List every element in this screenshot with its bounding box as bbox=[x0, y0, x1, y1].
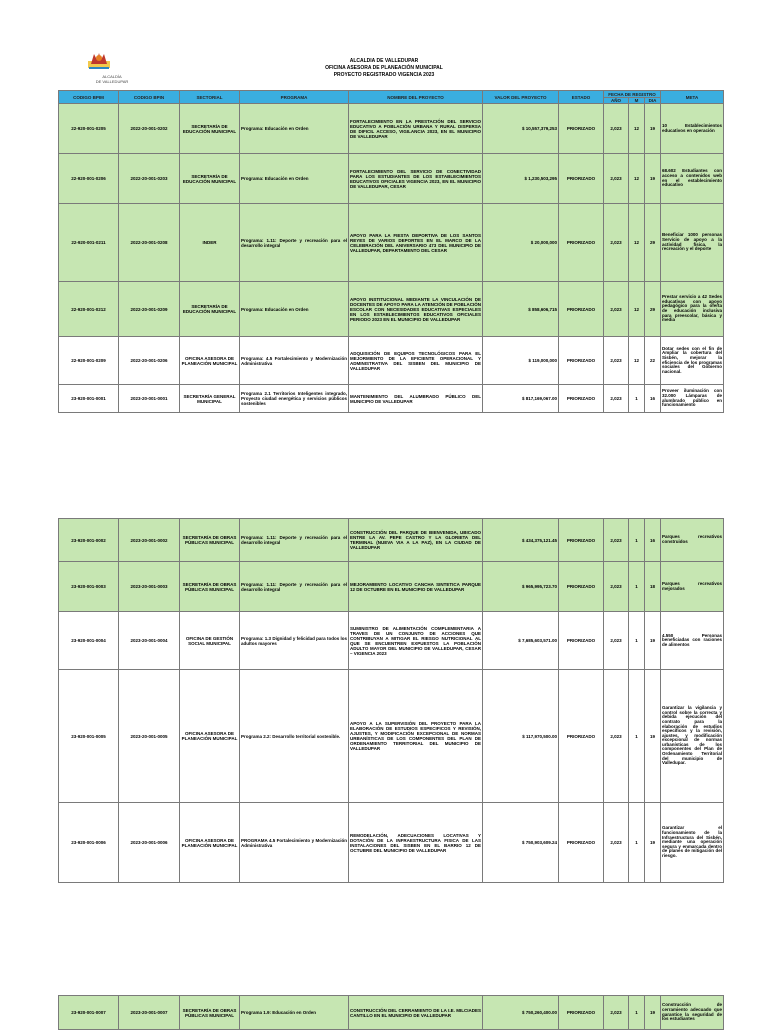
cell-bpim: 22-920-001-0205 bbox=[59, 104, 119, 154]
project-table-1 bbox=[58, 90, 724, 413]
cell-bpin: 2023-20-001-0003 bbox=[119, 562, 180, 612]
column-header-ano: AÑO bbox=[604, 98, 629, 104]
cell-estado: PRIORIZADO bbox=[559, 519, 604, 562]
cell-nombre: CONSTRUCCIÓN DEL PARQUE DE BIENVENIDA, UBICADO ENTRE LA AV. PEPE CASTRO Y LA GLORIETA DEL TERMINAL (NUEVA VIA A LA PAZ), EN LA CIUDAD DE VALLEDUPAR bbox=[349, 519, 483, 562]
cell-ano: 2,023 bbox=[604, 337, 629, 385]
cell-bpim: 22-920-001-0206 bbox=[59, 154, 119, 204]
cell-estado: PRIORIZADO bbox=[559, 996, 604, 1030]
cell-sectorial: INDER bbox=[180, 204, 240, 282]
cell-nombre: APOYO INSTITUCIONAL MEDIANTE LA VINCULACIÓN DE DOCENTES DE APOYO PARA LA ATENCIÓN DE POBLACIÓN ESCOLAR CON NECESIDADES EDUCATIVAS ESPECIALES EN LOS ESTABLECIMIENTOS EDUCATIVOS OFICIALES PERIODO 2023 EN EL MUNICIPIO DE VALLEDUPAR bbox=[349, 282, 483, 337]
cell-valor: $ 1,230,503,295 bbox=[483, 154, 559, 204]
cell-meta: 68.602 Estudiantes con acceso a contenidos web en el establecimiento educativo bbox=[661, 154, 724, 204]
cell-sectorial: SECRETARÍA GENERAL MUNICIPAL bbox=[180, 385, 240, 413]
cell-dia: 16 bbox=[645, 519, 661, 562]
cell-mes: 1 bbox=[629, 519, 645, 562]
cell-bpin: 2023-20-001-0005 bbox=[119, 670, 180, 803]
cell-programa: Programa: 1.11: Deporte y recreación para el desarrollo integral bbox=[240, 204, 349, 282]
cell-bpin: 2022-20-001-0208 bbox=[119, 204, 180, 282]
cell-programa: Programa: 4.5 Fortalecimiento y Modernización Administrativa bbox=[240, 337, 349, 385]
cell-mes: 1 bbox=[629, 562, 645, 612]
column-header-nombre: NOMBRE DEL PROYECTO bbox=[349, 91, 483, 104]
cell-programa: Programa: Educación en Orden bbox=[240, 282, 349, 337]
cell-valor: $ 119,000,000 bbox=[483, 337, 559, 385]
cell-mes: 1 bbox=[629, 803, 645, 883]
cell-meta: Construcción de cerramiento adecuado que garantice la seguridad de los estudiantes bbox=[661, 996, 724, 1030]
cell-programa: Programa: Educación en Orden bbox=[240, 104, 349, 154]
cell-sectorial: OFICINA ASESORA DE PLANEACIÓN MUNICIPAL bbox=[180, 337, 240, 385]
cell-valor: $ 965,995,723.70 bbox=[483, 562, 559, 612]
table-row bbox=[59, 204, 724, 282]
cell-bpim: 22-920-001-0209 bbox=[59, 337, 119, 385]
cell-sectorial: SECRETARÍA DE OBRAS PÚBLICAS MUNICIPAL bbox=[180, 996, 240, 1030]
cell-dia: 16 bbox=[645, 385, 661, 413]
column-header-programa: PROGRAMA bbox=[240, 91, 349, 104]
cell-dia: 29 bbox=[645, 282, 661, 337]
cell-bpin: 2023-20-001-0007 bbox=[119, 996, 180, 1030]
cell-sectorial: OFICINA ASESORA DE PLANEACIÓN MUNICIPAL bbox=[180, 803, 240, 883]
table-row bbox=[59, 562, 724, 612]
table-row bbox=[59, 154, 724, 204]
cell-ano: 2,023 bbox=[604, 612, 629, 670]
cell-valor: $ 117,970,500.00 bbox=[483, 670, 559, 803]
column-header-meta: META bbox=[661, 91, 724, 104]
cell-bpim: 23-920-001-0003 bbox=[59, 562, 119, 612]
cell-nombre: FORTALECIMIENTO DEL SERVICIO DE CONECTIVIDAD PARA LOS ESTUDIANTES DE LOS ESTABLECIMIENTOS EDUCATIVOS OFICIALES VIGENCIA 2023, EN EL MUNICIPIO DE VALLEDUPAR, CESAR bbox=[349, 154, 483, 204]
cell-sectorial: SECRETARÍA DE EDUCACIÓN MUNICIPAL bbox=[180, 104, 240, 154]
column-header-valor: VALOR DEL PROYECTO bbox=[483, 91, 559, 104]
cell-mes: 12 bbox=[629, 104, 645, 154]
cell-programa: Programa: Educación en Orden bbox=[240, 154, 349, 204]
cell-sectorial: OFICINA DE GESTIÓN SOCIAL MUNICIPAL bbox=[180, 612, 240, 670]
cell-bpin: 2023-20-001-0004 bbox=[119, 612, 180, 670]
cell-programa: Programa: 1.3 Dignidad y felicidad para todos los adultos mayores bbox=[240, 612, 349, 670]
cell-meta: Beneficiar 1000 personas Servicio de apoyo a la actividad física, la recreación y el deporte bbox=[661, 204, 724, 282]
project-table-2 bbox=[58, 518, 724, 883]
cell-ano: 2,023 bbox=[604, 996, 629, 1030]
table-row bbox=[59, 803, 724, 883]
cell-bpim: 23-920-001-0001 bbox=[59, 385, 119, 413]
cell-mes: 12 bbox=[629, 282, 645, 337]
cell-nombre: FORTALECIMIENTO EN LA PRESTACIÓN DEL SERVICIO EDUCATIVO A POBLACIÓN URBANA Y RURAL DISPERSA DE DIFICIL ACCESO, VIGILANCIA 2023, EN EL MUNICIPIO DE VALLEDUPAR bbox=[349, 104, 483, 154]
cell-nombre: ADQUISICIÓN DE EQUIPOS TECNOLÓGICOS PARA EL MEJORMIENTO DE LA EFICIENTE OPERACIONAL Y ADMINISTRATIVA DEL SISBEN DEL MUNICIPIO DE VALLEDUPAR bbox=[349, 337, 483, 385]
cell-nombre: APOYO A LA SUPERVISIÓN DEL PROYECTO PARA LA ELABORACIÓN DE ESTUDIOS ESPECIFICOS Y REVISIÓN, AJUSTES, Y MODIFICACIÓN EXCEPCIONAL DE NORMAS URBANÍSTICAS DE LOS COMPONENTES DEL PLAN DE ORDENAMIENTO TERRITORIAL DEL MUNICIPIO DE VALLEDUPAR bbox=[349, 670, 483, 803]
cell-nombre: CONSTRUCCIÓN DEL CERRAMIENTO DE LA I.E. MILCIADES CANTILLO EN EL MUNICIPIO DE VALLEDUPAR bbox=[349, 996, 483, 1030]
cell-meta: Parques recreativos mejorados bbox=[661, 562, 724, 612]
cell-dia: 19 bbox=[645, 154, 661, 204]
cell-estado: PRIORIZADO bbox=[559, 337, 604, 385]
cell-mes: 1 bbox=[629, 612, 645, 670]
cell-mes: 12 bbox=[629, 337, 645, 385]
doc-subtitle-2: PROYECTO REGISTRADO VIGENCIA 2023 bbox=[333, 72, 435, 78]
cell-dia: 19 bbox=[645, 104, 661, 154]
cell-programa: Programa 2.2: Desarrollo territorial sostenible. bbox=[240, 670, 349, 803]
cell-ano: 2,023 bbox=[604, 104, 629, 154]
cell-meta: Dotar sedes con el fin de Ampliar la cobertura del Sisbén, mejorar la eficiencia de los programas sociales del Gobierno nacional. bbox=[661, 337, 724, 385]
logo-text-line2: DE VALLEDUPAR bbox=[95, 78, 129, 84]
cell-sectorial: SECRETARÍA DE EDUCACIÓN MUNICIPAL bbox=[180, 154, 240, 204]
cell-meta: Proveer iluminación con 32.000 Lámparas de alumbrado público en funcionamiento bbox=[661, 385, 724, 413]
cell-nombre: MANTENIMIENTO DEL ALUMBRADO PÚBLICO DEL MUNICIPIO DE VALLEDUPAR bbox=[349, 385, 483, 413]
table-row bbox=[59, 282, 724, 337]
cell-estado: PRIORIZADO bbox=[559, 803, 604, 883]
project-table-3 bbox=[58, 995, 724, 1030]
cell-mes: 1 bbox=[629, 996, 645, 1030]
cell-meta: Prestar servicio a 42 Sedes educativas con apoyo pedagógico para la oferta de educación inclusiva para preescolar, básica y media bbox=[661, 282, 724, 337]
column-header-dia: DIA bbox=[645, 98, 661, 104]
cell-bpin: 2022-20-001-0209 bbox=[119, 282, 180, 337]
cell-programa: Programa: 1.11: Deporte y recreación para el desarrollo integral bbox=[240, 562, 349, 612]
cell-estado: PRIORIZADO bbox=[559, 562, 604, 612]
cell-meta: 4.550 Personas beneficiadas con raciones de alimentos bbox=[661, 612, 724, 670]
cell-estado: PRIORIZADO bbox=[559, 670, 604, 803]
cell-ano: 2,023 bbox=[604, 282, 629, 337]
table-row bbox=[59, 612, 724, 670]
cell-programa: PROGRAMA 4.5 Fortalecimiento y Modernización Administrativa bbox=[240, 803, 349, 883]
cell-ano: 2,023 bbox=[604, 385, 629, 413]
cell-ano: 2,023 bbox=[604, 519, 629, 562]
cell-bpim: 23-920-001-0005 bbox=[59, 670, 119, 803]
cell-ano: 2,023 bbox=[604, 204, 629, 282]
cell-bpim: 23-920-001-0006 bbox=[59, 803, 119, 883]
cell-valor: $ 750,260,400.00 bbox=[483, 996, 559, 1030]
cell-valor: $ 10,557,379,253 bbox=[483, 104, 559, 154]
cell-nombre: APOYO PARA LA FIESTA DEPORTIVA DE LOS SANTOS REYES DE VARIOS DEPORTES EN EL MARCO DE LA CELEBRACIÓN DEL ANIVERSARIO 473 DEL MUNICIPIO DE VALLEDUPAR, DEPARTAMENTO DEL CESAR bbox=[349, 204, 483, 282]
column-header-bpim: CODIGO BPIM bbox=[59, 91, 119, 104]
cell-valor: $ 817,169,067.00 bbox=[483, 385, 559, 413]
cell-valor: $ 750,903,609.24 bbox=[483, 803, 559, 883]
cell-bpin: 2023-20-001-0001 bbox=[119, 385, 180, 413]
cell-dia: 22 bbox=[645, 337, 661, 385]
cell-bpin: 2023-20-001-0006 bbox=[119, 803, 180, 883]
cell-sectorial: OFICINA ASESORA DE PLANEACIÓN MUNICIPAL bbox=[180, 670, 240, 803]
cell-valor: $ 434,375,121.45 bbox=[483, 519, 559, 562]
cell-valor: $ 858,606,715 bbox=[483, 282, 559, 337]
cell-dia: 19 bbox=[645, 670, 661, 803]
cell-dia: 29 bbox=[645, 204, 661, 282]
cell-valor: $ 20,000,000 bbox=[483, 204, 559, 282]
cell-nombre: REMODELACIÓN, ADECUACIONES LOCATIVAS Y DOTACIÓN DE LA INFRAESTRUCTURA FISICA DE LAS INSTALACIONES DEL SISBEN EN EL BARRIO 12 DE OCTUBRE DEL MUNICIPIO DE VALLEDUPAR bbox=[349, 803, 483, 883]
cell-bpim: 23-920-001-0007 bbox=[59, 996, 119, 1030]
cell-bpin: 2022-20-001-0203 bbox=[119, 154, 180, 204]
cell-dia: 18 bbox=[645, 562, 661, 612]
cell-estado: PRIORIZADO bbox=[559, 385, 604, 413]
cell-mes: 12 bbox=[629, 204, 645, 282]
cell-estado: PRIORIZADO bbox=[559, 154, 604, 204]
cell-mes: 1 bbox=[629, 670, 645, 803]
cell-sectorial: SECRETARÍA DE EDUCACIÓN MUNICIPAL bbox=[180, 282, 240, 337]
column-header-sectorial: SECTORIAL bbox=[180, 91, 240, 104]
cell-meta: Garantizar la vigilancia y control sobre la correcta y debida ejecución del contrato para la elaboración de estudios específicos y la revisión, ajustes, y modificación excepcional de normas urbanísticas de los componentes del Plan de Ordenamiento Territorial del municipio de Valledupar. bbox=[661, 670, 724, 803]
table-row bbox=[59, 670, 724, 803]
cell-meta: Parques recreativos construidos bbox=[661, 519, 724, 562]
table-row bbox=[59, 337, 724, 385]
cell-nombre: SUMINISTRO DE ALIMENTACIÓN COMPLEMENTARIA A TRAVES DE UN CONJUNTO DE ACCIONES QUE CONTRIBUYAN A MITIGAR EL RIESGO NUTRICIONAL AL QUE SE ENCUENTREN EXPUESTOS LA POBLACIÓN ADULTO MAYOR DEL MUNICIPIO DE VALLEDUPAR, CESAR – VIGENCIA 2023 bbox=[349, 612, 483, 670]
cell-meta: Garantizar el funcionamiento de la Infraestructura del Sisbén, mediante una operación segura y enmarcada dentro de planes de mitigación del riesgo. bbox=[661, 803, 724, 883]
logo-text-line1: ALCALDÍA bbox=[102, 74, 122, 79]
cell-ano: 2,023 bbox=[604, 562, 629, 612]
cell-dia: 19 bbox=[645, 803, 661, 883]
doc-subtitle: OFICINA ASESORA DE PLANEACIÓN MUNICIPAL bbox=[325, 65, 443, 71]
cell-nombre: MEJORAMIENTO LOCATIVO CANCHA SINTETICA PARQUE 12 DE OCTUBRE EN EL MUNICIPIO DE VALLEDUPAR bbox=[349, 562, 483, 612]
cell-programa: Programa 2.1 Territorios Inteligentes integrado, Proyecto ciudad energética y servicios públicos sostenibles bbox=[240, 385, 349, 413]
table-row bbox=[59, 385, 724, 413]
cell-programa: Programa: 1.11: Deporte y recreación para el desarrollo integral bbox=[240, 519, 349, 562]
cell-bpin: 2022-20-001-0206 bbox=[119, 337, 180, 385]
cell-bpin: 2022-20-001-0202 bbox=[119, 104, 180, 154]
cell-sectorial: SECRETARÍA DE OBRAS PÚBLICAS MUNICIPAL bbox=[180, 562, 240, 612]
column-header-estado: ESTADO bbox=[559, 91, 604, 104]
cell-mes: 1 bbox=[629, 385, 645, 413]
cell-estado: PRIORIZADO bbox=[559, 104, 604, 154]
cell-estado: PRIORIZADO bbox=[559, 204, 604, 282]
cell-mes: 12 bbox=[629, 154, 645, 204]
table-row bbox=[59, 996, 724, 1030]
cell-bpim: 22-920-001-0211 bbox=[59, 204, 119, 282]
cell-dia: 19 bbox=[645, 612, 661, 670]
column-header-fecha: FECHA DE REGISTRO bbox=[604, 91, 661, 98]
table-row bbox=[59, 519, 724, 562]
cell-bpim: 23-920-001-0004 bbox=[59, 612, 119, 670]
cell-estado: PRIORIZADO bbox=[559, 612, 604, 670]
cell-bpin: 2023-20-001-0002 bbox=[119, 519, 180, 562]
cell-ano: 2,023 bbox=[604, 670, 629, 803]
column-header-mes: M bbox=[629, 98, 645, 104]
cell-ano: 2,023 bbox=[604, 154, 629, 204]
cell-valor: $ 7,685,603,571.00 bbox=[483, 612, 559, 670]
cell-bpim: 22-920-001-0212 bbox=[59, 282, 119, 337]
cell-ano: 2,023 bbox=[604, 803, 629, 883]
cell-dia: 19 bbox=[645, 996, 661, 1030]
cell-sectorial: SECRETARÍA DE OBRAS PÚBLICAS MUNICIPAL bbox=[180, 519, 240, 562]
cell-meta: 10 Establecimientos educativos en operación bbox=[661, 104, 724, 154]
cell-bpim: 23-920-001-0002 bbox=[59, 519, 119, 562]
table-row bbox=[59, 104, 724, 154]
doc-title: ALCALDIA DE VALLEDUPAR bbox=[349, 58, 419, 64]
cell-estado: PRIORIZADO bbox=[559, 282, 604, 337]
cell-programa: Programa 1.9: Educación en Orden bbox=[240, 996, 349, 1030]
column-header-bpin: CODIGO BPIN bbox=[119, 91, 180, 104]
